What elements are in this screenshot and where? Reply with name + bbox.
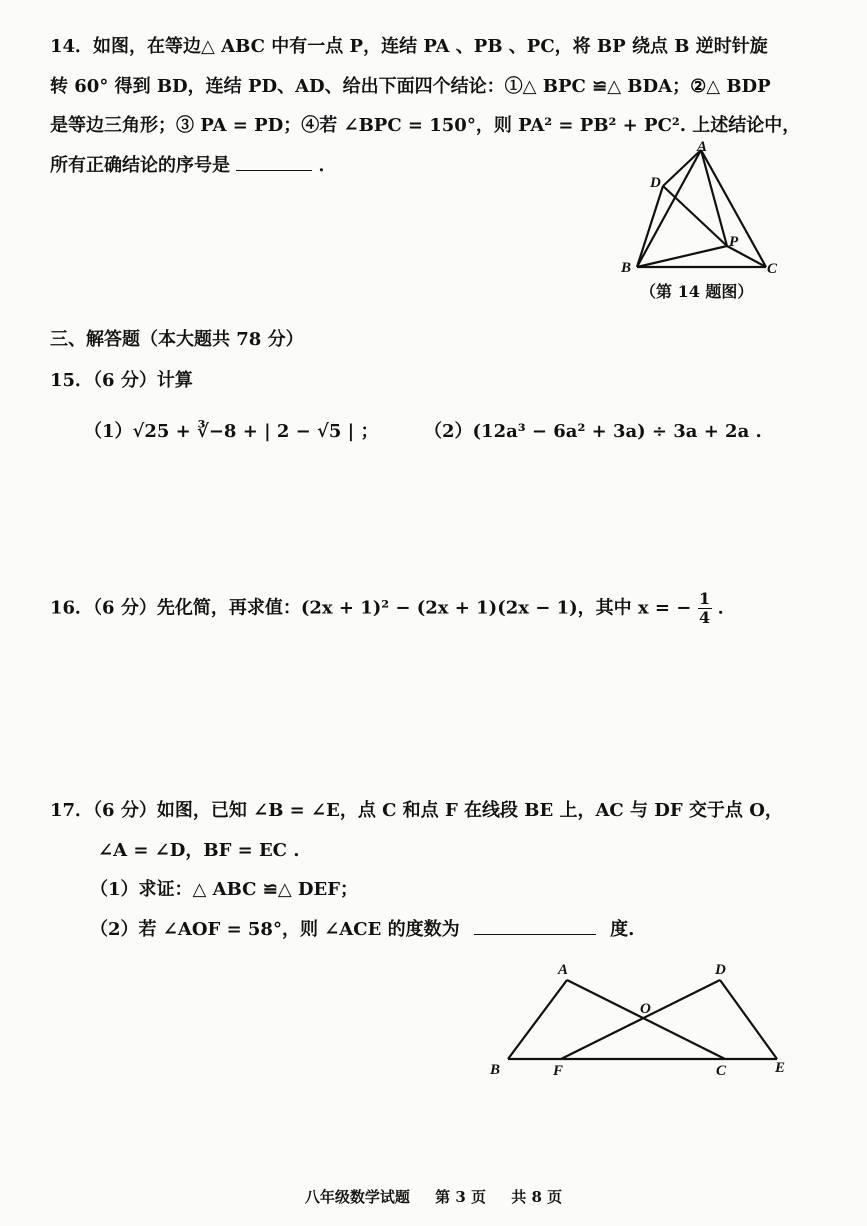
q14-edge-dp: [663, 186, 727, 246]
q17-label-o: O: [640, 1001, 651, 1017]
footer-total: 共 8 页: [511, 1188, 563, 1206]
q15-part1: （1）√25 + ∛−8 + | 2 − √5 | ；: [84, 421, 379, 442]
q14-line3: 是等边三角形；③ PA = PD；④若 ∠BPC = 150°，则 PA² = PB² + PC². 上述结论中，: [50, 115, 801, 136]
q17-label-b: B: [490, 1062, 501, 1078]
q17-part2-text: （2）若 ∠AOF = 58°，则 ∠ACE 的度数为: [90, 919, 460, 940]
q17-edge-fd: [561, 980, 720, 1059]
footer-page: 第 3 页: [435, 1188, 486, 1206]
q15-title: 15．（6 分）计算: [50, 370, 193, 391]
q14-figure: [615, 138, 785, 283]
q14-edge-pa: [701, 150, 727, 246]
q17-line2: ∠A = ∠D，BF = EC .: [98, 840, 300, 861]
q17-answer-blank: [474, 916, 596, 935]
q14-line4-end: ．: [318, 155, 337, 176]
q16-frac-num: 1: [699, 589, 711, 608]
q14-label-d: D: [650, 175, 661, 191]
q17-part1: （1）求证：△ ABC ≌△ DEF；: [90, 879, 359, 900]
q15-part2: （2）(12a³ − 6a² + 3a) ÷ 3a + 2a .: [424, 421, 762, 442]
q14-figure-caption: （第 14 题图）: [640, 282, 754, 301]
q17-part2-end: 度.: [610, 919, 635, 940]
q14-label-p: P: [729, 234, 739, 250]
q17-label-a: A: [558, 962, 569, 978]
q14-answer-blank: [236, 152, 312, 171]
q17-label-c: C: [716, 1063, 727, 1079]
q16-end: ．: [717, 597, 736, 619]
q14-line4: [50, 152, 337, 179]
q16-text: 16．（6 分）先化简，再求值：(2x + 1)² − (2x + 1)(2x − 1)，其中 x = −: [50, 597, 692, 619]
q17-label-e: E: [775, 1060, 786, 1076]
q14-line2: 转 60° 得到 BD，连结 PD、AD、给出下面四个结论：①△ BPC ≌△ BDA；②△ BDP: [50, 76, 771, 97]
q14-line1: 14．如图，在等边△ ABC 中有一点 P，连结 PA 、PB 、PC，将 BP 绕点 B 逆时针旋: [50, 36, 768, 57]
q16-fraction: [698, 590, 712, 627]
q17-line1: 17．（6 分）如图，已知 ∠B = ∠E，点 C 和点 F 在线段 BE 上，AC 与 DF 交于点 O，: [50, 800, 783, 821]
page-footer: [0, 1186, 867, 1207]
q14-line4-text: 所有正确结论的序号是: [50, 155, 230, 176]
q16-frac-den: 4: [699, 608, 711, 627]
q17-label-f: F: [553, 1063, 564, 1079]
footer-title: 八年级数学试题: [304, 1188, 410, 1206]
q14-label-b: B: [621, 260, 632, 276]
q14-edge-ba: [637, 150, 701, 267]
q17-label-d: D: [715, 962, 726, 978]
q14-label-c: C: [767, 261, 778, 277]
q14-edge-da: [663, 150, 701, 186]
q17-edge-de: [720, 980, 777, 1059]
q16-line: [50, 590, 736, 627]
q14-edge-pb: [637, 246, 727, 267]
section3-title: 三、解答题（本大题共 78 分）: [50, 329, 304, 350]
q14-label-a: A: [697, 139, 708, 155]
q17-part2: [90, 916, 634, 943]
q17-figure: [485, 955, 795, 1085]
q17-edge-ba: [508, 980, 567, 1059]
q17-edge-ac: [567, 980, 725, 1059]
